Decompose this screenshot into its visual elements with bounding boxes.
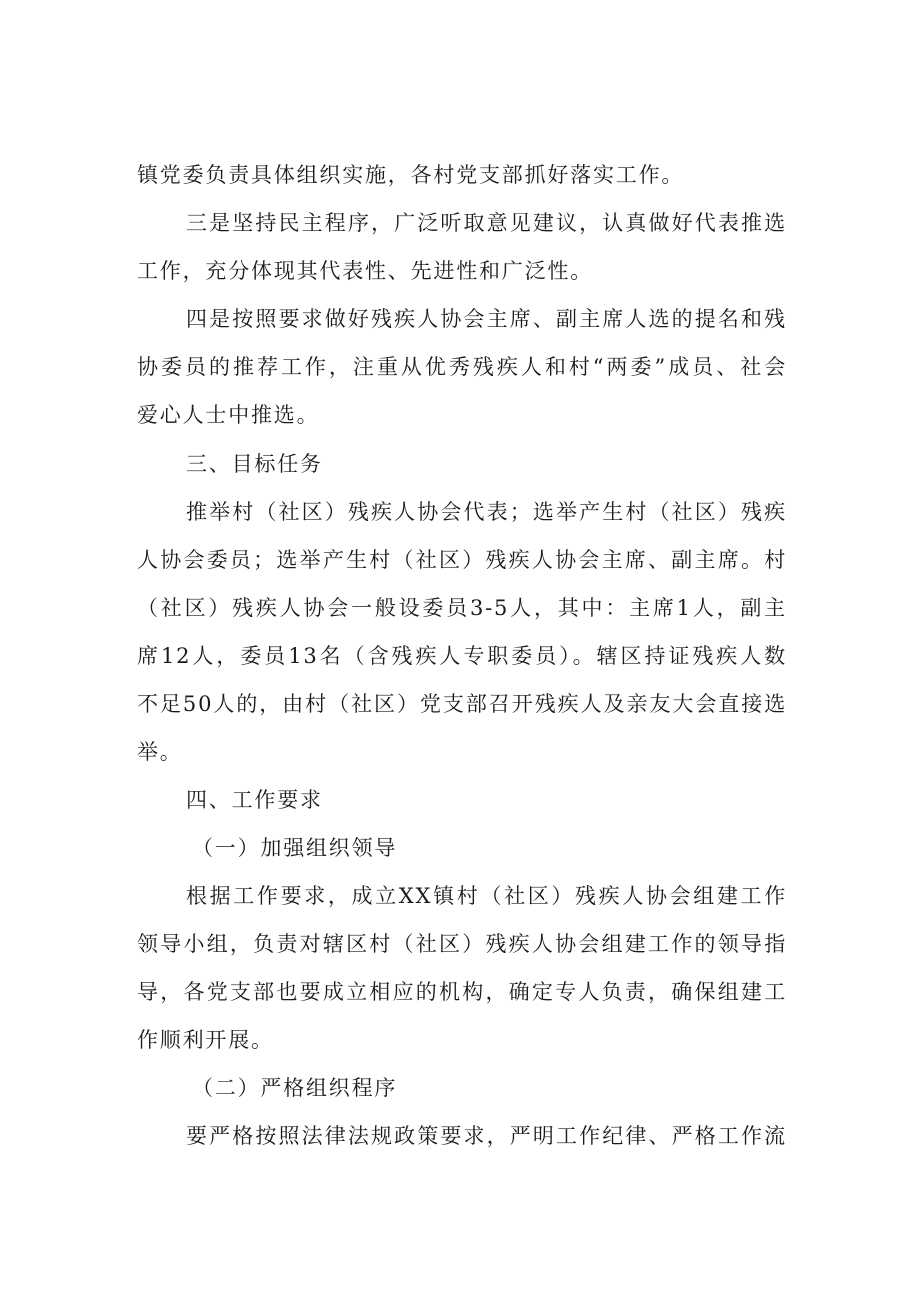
paragraph-line: 领导小组，负责对辖区村（社区）残疾人协会组建工作的领导指 [137, 932, 787, 956]
subsection-heading: （一）加强组织领导 [192, 836, 398, 860]
subsection-heading: （二）严格组织程序 [192, 1076, 398, 1100]
paragraph-line: 导，各党支部也要成立相应的机构，确定专人负责，确保组建工 [137, 980, 787, 1004]
paragraph-line: 作顺利开展。 [137, 1028, 274, 1052]
paragraph-line: 席12人，委员13名（含残疾人专职委员）。辖区持证残疾人数 [137, 644, 787, 668]
paragraph-line: 镇党委负责具体组织实施，各村党支部抓好落实工作。 [137, 163, 685, 187]
section-heading: 三、目标任务 [186, 452, 323, 476]
paragraph-line: 举。 [137, 740, 183, 764]
section-heading: 四、工作要求 [186, 788, 323, 812]
paragraph-line: 推举村（社区）残疾人协会代表；选举产生村（社区）残疾 [186, 500, 787, 524]
paragraph-line: 工作，充分体现其代表性、先进性和广泛性。 [137, 259, 593, 283]
paragraph-line: 爱心人士中推选。 [137, 403, 320, 427]
paragraph-line: 要严格按照法律法规政策要求，严明工作纪律、严格工作流 [186, 1124, 787, 1148]
paragraph-line: 四是按照要求做好残疾人协会主席、副主席人选的提名和残 [186, 307, 787, 331]
paragraph-line: 不足50人的，由村（社区）党支部召开残疾人及亲友大会直接选 [137, 692, 787, 716]
paragraph-line: （社区）残疾人协会一般设委员3-5人，其中：主席1人，副主 [137, 596, 787, 620]
paragraph-line: 三是坚持民主程序，广泛听取意见建议，认真做好代表推选 [186, 211, 787, 235]
paragraph-line: 根据工作要求，成立XX镇村（社区）残疾人协会组建工作 [186, 884, 787, 908]
paragraph-line: 协委员的推荐工作，注重从优秀残疾人和村“两委”成员、社会 [137, 355, 787, 379]
paragraph-line: 人协会委员；选举产生村（社区）残疾人协会主席、副主席。村 [137, 548, 787, 572]
